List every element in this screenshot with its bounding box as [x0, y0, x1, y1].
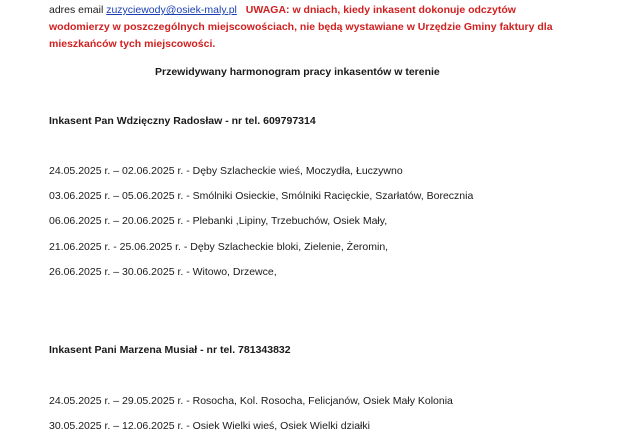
schedule-title: Przewidywany harmonogram pracy inkasentów w terenie [155, 66, 440, 78]
collector-2-entry-2: 30.05.2025 r. – 12.06.2025 r. - Osiek Wielki wieś, Osiek Wielki działki [49, 420, 370, 432]
collector-1-entry-1: 24.05.2025 r. – 02.06.2025 r. - Dęby Szlacheckie wieś, Moczydła, Łuczywno [49, 165, 403, 177]
collector-1-entry-5: 26.06.2025 r. – 30.06.2025 r. - Witowo, Drzewce, [49, 266, 277, 278]
warning-line-3: mieszkańców tych miejscowości. [49, 38, 216, 50]
collector-1-header: Inkasent Pan Wdzięczny Radosław - nr tel. 609797314 [49, 115, 316, 127]
collector-2-entry-1: 24.05.2025 r. – 29.05.2025 r. - Rosocha, Kol. Rosocha, Felicjanów, Osiek Mały Kolonia [49, 395, 453, 407]
collector-2-header: Inkasent Pani Marzena Musiał - nr tel. 781343832 [49, 344, 291, 356]
collector-1-entry-3: 06.06.2025 r. – 20.06.2025 r. - Plebanki ,Lipiny, Trzebuchów, Osiek Mały, [49, 215, 388, 227]
email-link[interactable]: zuzyciewody@osiek-maly.pl [106, 4, 237, 16]
notice-email-line [49, 4, 516, 17]
email-label: adres email [49, 4, 104, 16]
warning-line-1: UWAGA: w dniach, kiedy inkasent dokonuje odczytów [245, 4, 516, 16]
warning-line-2: wodomierzy w poszczególnych miejscowościach, nie będą wystawiane w Urzędzie Gminy faktury dla [49, 21, 553, 33]
collector-1-entry-4: 21.06.2025 r. - 25.06.2025 r. - Dęby Szlacheckie bloki, Zielenie, Żeromin, [49, 241, 389, 253]
collector-1-entry-2: 03.06.2025 r. – 05.06.2025 r. - Smólniki Osieckie, Smólniki Racięckie, Szarłatów, Borecznia [49, 190, 474, 202]
